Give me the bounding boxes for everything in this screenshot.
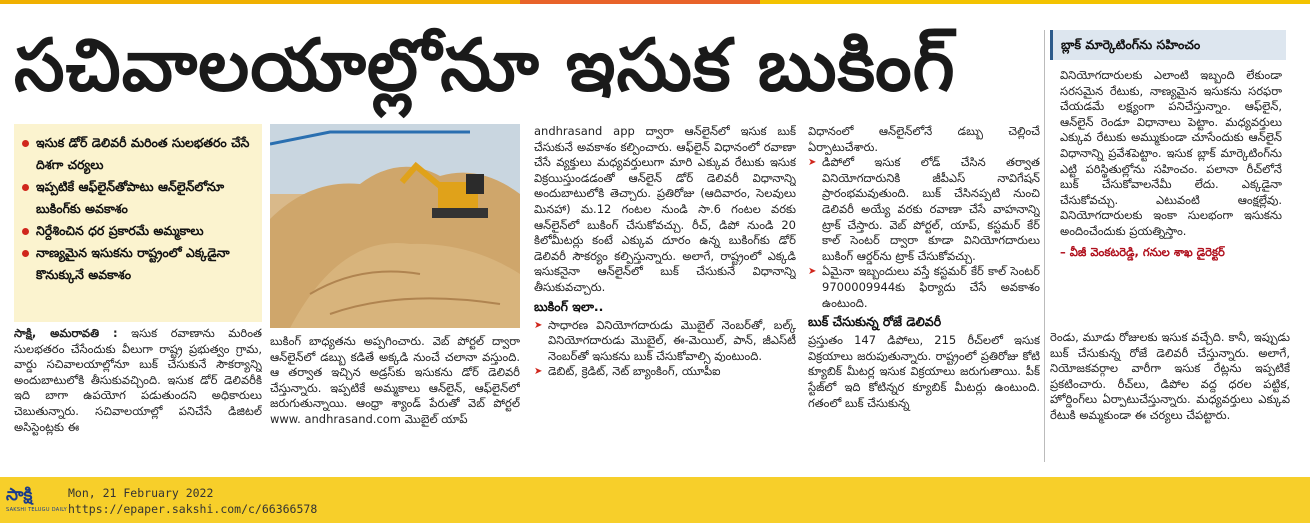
highlight-text: నాణ్యమైన ఇసుకను రాష్ట్రంలో ఎక్కడైనా కొనుక్కునే అవకాశం — [36, 245, 230, 282]
top-bar-segment-gold — [760, 0, 1310, 4]
top-color-bar — [0, 0, 1310, 8]
subheading: బుకింగ్ ఇలా.. — [534, 298, 604, 314]
bullet-icon — [22, 250, 29, 257]
bullet-icon — [22, 140, 29, 147]
sidebar-signature: – వీజీ వెంకటరెడ్డి, గనుల శాఖ డైరెక్టర్ — [1060, 244, 1225, 259]
list-item — [808, 155, 1040, 264]
logo-wordmark: సాక్షి — [6, 485, 33, 505]
highlight-item — [22, 132, 256, 176]
sand-heap-illustration — [270, 124, 520, 328]
top-bar-segment-yellow — [0, 0, 520, 4]
article-column-5: రెండు, మూడు రోజులకు ఇసుక వచ్చేది. కానీ, ఇప్పుడు బుక్ చేసుకున్న రోజే డెలివరీ చేస్తున్నారు. అలాగే, నియోజకవర్గాల వారీగా ఇసుక రేట్లను ఇప్పటికే ప్రకటించారు. రీచ్‌లు, డిపోల వద్ద ధరల పట్టిక, హోర్డింగ్‌లు ఏర్పాటుచేస్తున్నారు. మధ్యవర్తులు ఎక్కువ రేటుకి అమ్మకుండా ఈ చర్యలు చేపట్టారు. — [1050, 330, 1290, 422]
sidebar-text: వినియోగదారులకు ఎలాంటి ఇబ్బంది లేకుండా సరసమైన రేటుకు, నాణ్యమైన ఇసుకను సరఫరా చేయడమే లక్ష్యంగా పనిచేస్తున్నాం. ఆఫ్‌లైన్, ఆన్‌లైన్ రెండూ విధానాలు పెట్టాం. మధ్యవర్తులు ఎక్కువ రేటుకు అమ్ముకుండా చూసేందుకు ఆన్‌లైన్ విధానాన్ని ప్రవేశపెట్టాం. ఇసుక బ్లాక్ మార్కెటింగ్‌ను ఎట్టి పరిస్థితుల్లోను సహించం. పలానా రీచ్‌లోనే బుక్ చేసుకోవాలనేమీ లేదు. ఎక్కడైనా చేసుకోవచ్చు. ఎటువంటి ఆంక్షల్లేవు. వినియోగదారులకు ఇంకా సులభంగా ఇసుకను అందించేందుకు ప్రయత్నిస్తాం. — [1060, 68, 1282, 238]
arrow-icon: ➤ — [534, 366, 543, 378]
top-bar-segment-orange — [520, 0, 760, 4]
publication-date: Mon, 21 February 2022 — [68, 486, 214, 500]
article-column-3 — [534, 124, 796, 464]
article-column-1 — [14, 326, 262, 462]
highlight-item — [22, 176, 256, 220]
footer-bar — [0, 477, 1310, 523]
paragraph: andhrasand app ద్వారా ఆన్‌లైన్‌లో ఇసుక బుక్ చేసుకునే అవకాశం కల్పించారు. ఆఫ్‌లైన్ విధానంలో రవాణా చేసే వ్యక్తులు మధ్యవర్తులుగా మారి ఎక్కువ రేటుకు ఇసుక విక్రయిస్తుండడంతో ఆన్‌లైన్ డోర్ డెలివరీ విధానాన్ని అందుబాటులోకి తెచ్చారు. ప్రతిరోజు (ఆదివారం, సెలవులు మినహా) మ.12 గంటల నుండి సా.6 గంటల వరకు ఆన్‌లైన్‌లో బుకింగ్ చేసుకోవచ్చు. రీచ్, డిపో నుండి 20 కిలోమీటర్లు కంటే ఎక్కువ దూరం ఉన్న బుకింగ్‌కు డోర్ డెలివరీ సౌకర్యం కల్పిస్తున్నారు. అలాగే, రాష్ట్రంలో ఎక్కడి ఇసుకనైనా ఆన్‌లైన్‌లో బుక్ చేసుకునే విధానాన్ని తీసుకువచ్చారు. — [534, 124, 796, 294]
bullet-icon — [22, 184, 29, 191]
subheading: బుక్ చేసుకున్న రోజే డెలివరీ — [808, 314, 942, 330]
sand-heap-photo — [270, 124, 520, 328]
article-column-4 — [808, 124, 1040, 464]
paragraph: విధానంలో ఆన్‌లైన్‌లోనే డబ్బు చెల్లించే ఏర్పాటుచేశారు. — [808, 124, 1040, 154]
footer-meta — [68, 485, 317, 517]
highlight-item — [22, 242, 256, 286]
article-headline: సచివాలయాల్లోనూ ఇసుక బుకింగ్ — [14, 23, 956, 107]
list-item-text: ఏమైనా ఇబ్బందులు వస్తే కస్టమర్ కేర్ కాల్ సెంటర్ 9700009944కు ఫిర్యాదు చేసే అవకాశం ఉంటుంది. — [822, 264, 1040, 310]
list-item — [808, 264, 1040, 311]
arrow-icon: ➤ — [808, 157, 817, 169]
highlights-box — [14, 124, 262, 322]
list-item-text: డెబిట్, క్రెడిట్, నెట్ బ్యాంకింగ్, యూపీఐ — [548, 364, 721, 379]
list-item-text: సాధారణ వినియోగదారుడు మొబైల్ నెంబర్‌తో, బల్క్ వినియోగదారుడు మొబైల్, ఈ-మెయిల్, పాన్, జీఎస్‌టీ నెంబర్‌తో ఇసుకను బుక్ చేసుకోవాల్సి వుంటుంది. — [548, 317, 796, 363]
arrow-icon: ➤ — [534, 319, 543, 331]
logo-subtitle: SAKSHI TELUGU DAILY — [6, 507, 68, 513]
highlight-text: ఇప్పటికే ఆఫ్‌లైన్‌తోపాటు ఆన్‌లైన్‌లోనూ బుకింగ్‌కు అవకాశం — [36, 179, 225, 216]
arrow-icon: ➤ — [808, 266, 817, 278]
bullet-icon — [22, 228, 29, 235]
list-item — [534, 364, 796, 380]
article-column-2: బుకింగ్ బాధ్యతను అప్పగించారు. వెబ్ పోర్టల్ ద్వారా ఆన్‌లైన్‌లో డబ్బు కడితే అక్కడి నుంచే చలానా వస్తుంది. ఆ తర్వాత ఇచ్చిన అడ్రస్‌కు ఇసుకను డోర్ డెలివరీ చేస్తున్నారు. ఇప్పటికే అమ్మకాలు ఆన్‌లైన్, ఆఫ్‌లైన్‌లో జరుగుతున్నాయి. ఆంధ్రా శ్యాండ్ పేరుతో వెబ్ పోర్టల్ www. andhrasand.com మొబైల్ యాప్ — [270, 334, 520, 426]
dateline: సాక్షి, అమరావతి : — [14, 326, 118, 340]
sidebar-title: బ్లాక్ మార్కెటింగ్‌ను సహించం — [1050, 30, 1286, 60]
highlight-text: నిర్దేశించిన ధర ప్రకారమే అమ్మకాలు — [36, 223, 204, 238]
list-item — [534, 318, 796, 365]
highlight-text: ఇసుక డోర్ డెలివరీ మరింత సులభతరం చేసే దిశగా చర్యలు — [36, 135, 250, 172]
sidebar-quote-box — [1050, 30, 1290, 322]
sakshi-logo — [6, 483, 68, 517]
list-item-text: డిపోలో ఇసుక లోడ్ చేసిన తర్వాత వినియోగదారునికి జీపీఎస్ నావిగేషన్ ప్రారంభమవుతుంది. బుక్ చేసినప్పటి నుంచి డెలివరీ అయ్యే వరకు రవాణా చేసే వాహనాన్ని ట్రాక్ చేస్తారు. వెబ్ పోర్టల్, యాప్, కస్టమర్ కేర్ కాల్ సెంటర్ ద్వారా కూడా వినియోగదారులు బుకింగ్ ఆర్డర్‌ను ట్రాక్ చేసుకోవచ్చు. — [822, 155, 1040, 263]
column-text: ఇసుక రవాణాను మరింత సులభతరం చేసేందుకు వీలుగా రాష్ట్ర ప్రభుత్వం గ్రామ, వార్డు సచివాలయాల్లోనూ బుక్ చేసుకునే సౌకర్యాన్ని అందుబాటులోకి తీసుకువచ్చింది. ఇసుక డోర్ డెలివరీకి ఇది బాగా ఉపయోగ పడుతుందని అధికారులు చెబుతున్నారు. సచివాలయాల్లో పనిచేసే డిజిటల్ అసిస్టెంట్లకు ఈ — [14, 326, 262, 434]
highlight-item — [22, 220, 256, 242]
epaper-url[interactable]: https://epaper.sakshi.com/c/66366578 — [68, 502, 318, 516]
paragraph: ప్రస్తుతం 147 డిపోలు, 215 రీచ్‌లలో ఇసుక విక్రయాలు జరుపుతున్నారు. రాష్ట్రంలో ప్రతిరోజు కోటి క్యూబిక్ మీటర్ల ఇసుక విక్రయాలు జరుగుతాయి. పీక్ స్టేజ్‌లో ఇది కోటిన్నర క్యూబిక్ మీటర్లు ఉంటుంది. గతంలో బుక్ చేసుకున్న — [808, 333, 1040, 410]
column-divider — [1044, 30, 1045, 462]
